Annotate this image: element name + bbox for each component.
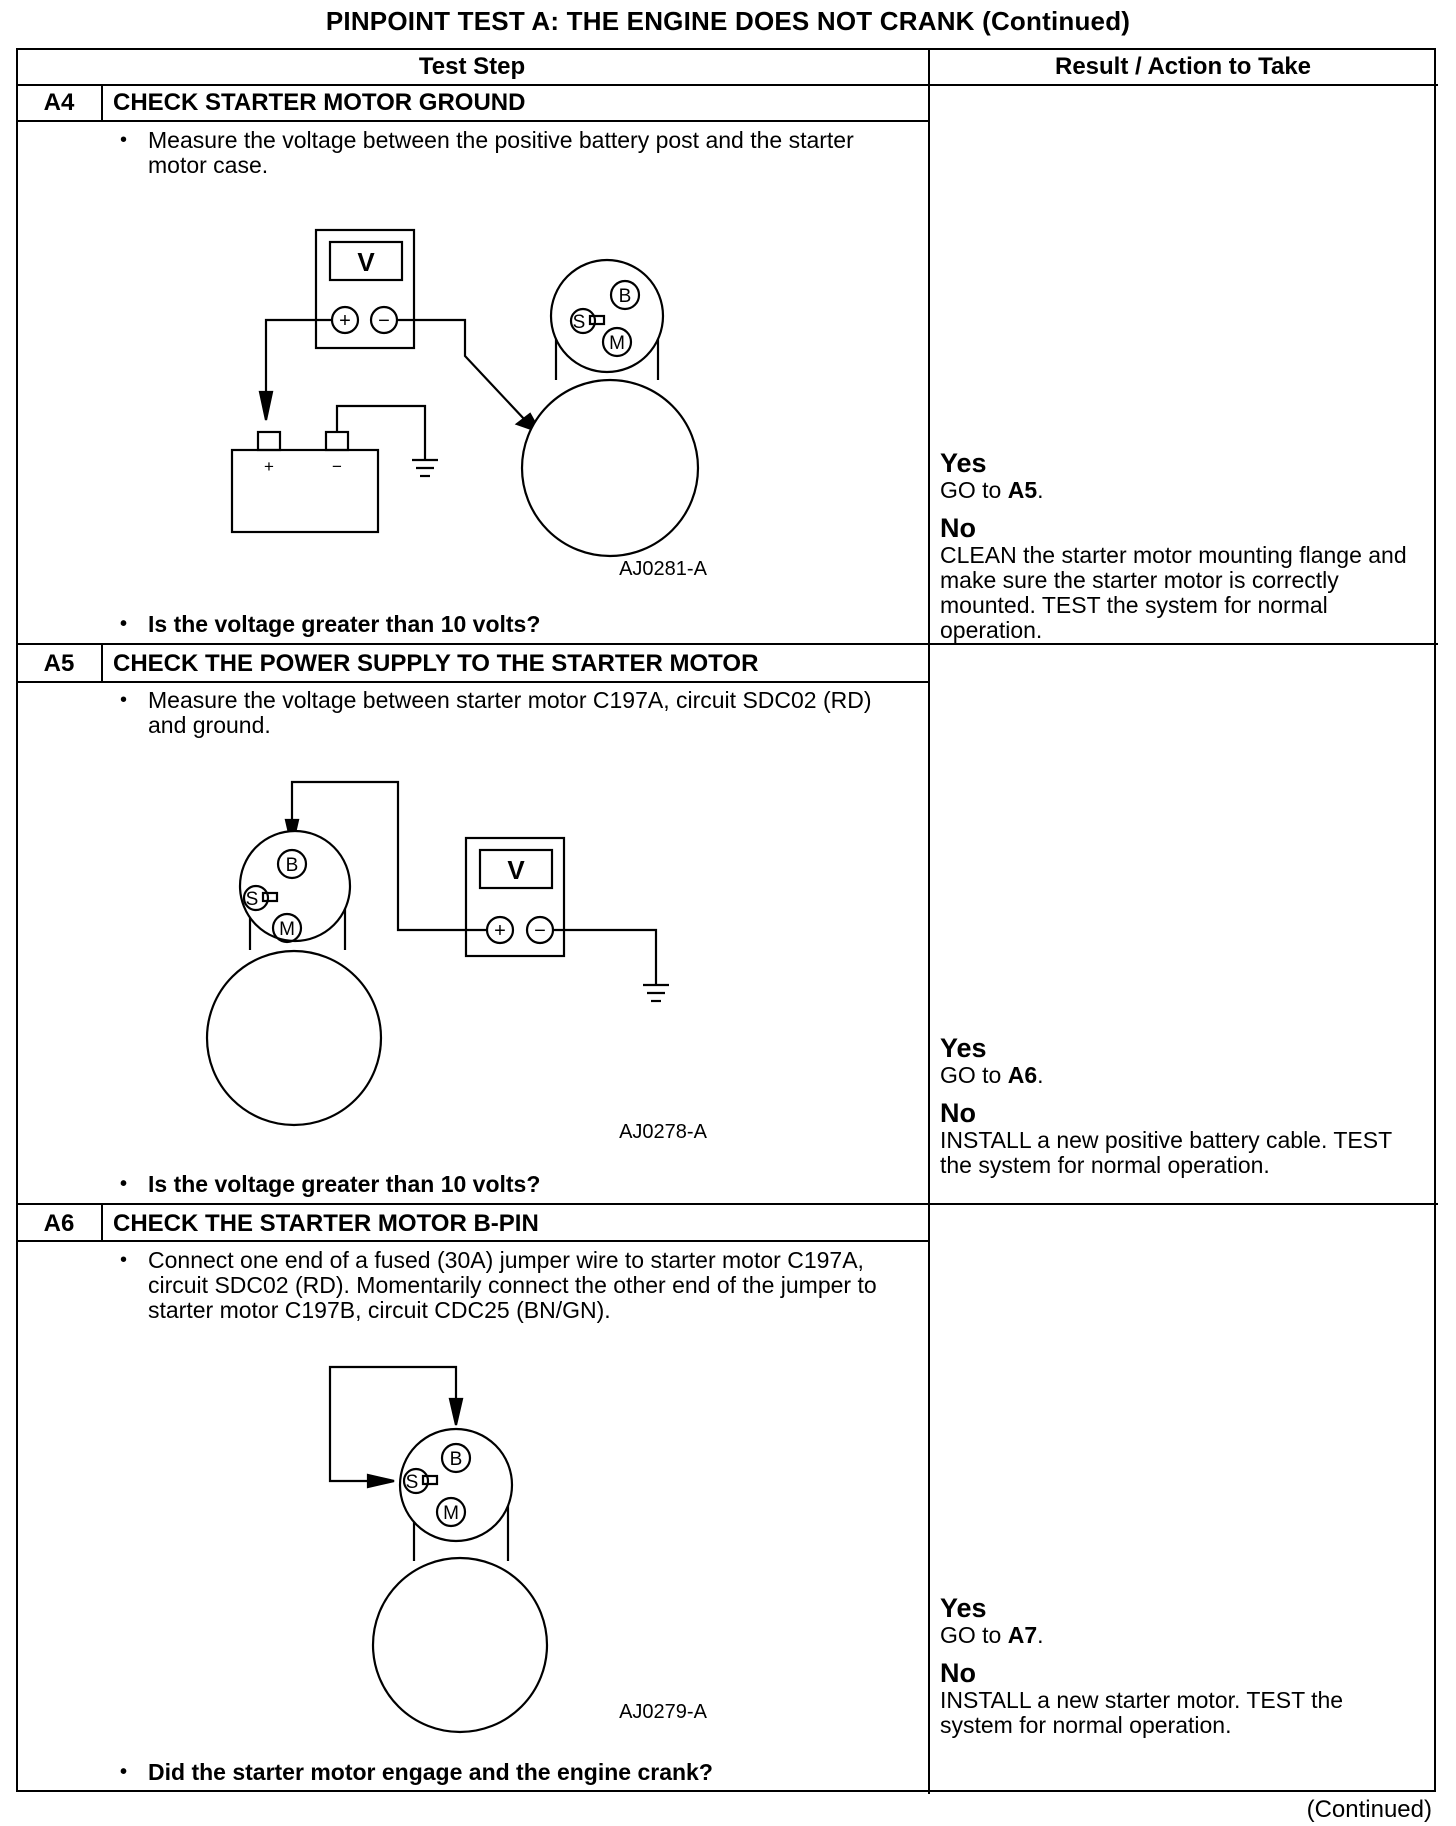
svg-text:S: S — [245, 889, 259, 910]
svg-text:B: B — [449, 1449, 463, 1470]
row-divider-a5 — [16, 643, 1438, 645]
starter-motor-icon — [207, 831, 381, 1125]
svg-text:−: − — [332, 457, 342, 476]
title-underline-a4 — [16, 120, 930, 122]
result-no-action-a4: CLEAN the starter motor mounting flange and make sure the starter motor is correctly mounted. TEST the system for normal operation. — [940, 542, 1407, 643]
result-yes-a6: Yes — [940, 1593, 987, 1623]
svg-text:M: M — [443, 1503, 459, 1524]
result-yes-action-a6: GO to A7. — [940, 1622, 1044, 1648]
svg-text:M: M — [609, 333, 625, 354]
step-id-a4: A4 — [43, 89, 75, 116]
result-a4 — [940, 448, 1420, 643]
result-a5 — [940, 1033, 1420, 1178]
header-divider — [16, 84, 1438, 86]
voltmeter-v-label: V — [357, 247, 375, 277]
step-title-a5: CHECK THE POWER SUPPLY TO THE STARTER MOTOR — [113, 650, 759, 677]
result-no-a4: No — [940, 513, 976, 543]
svg-text:−: − — [534, 920, 546, 942]
svg-text:B: B — [618, 286, 632, 307]
id-divider-a5 — [101, 643, 103, 683]
battery-icon — [232, 450, 378, 532]
id-divider-a6 — [101, 1203, 103, 1242]
svg-text:M: M — [279, 919, 295, 940]
step-id-a5: A5 — [43, 650, 75, 677]
starter-motor-icon — [373, 1429, 547, 1732]
result-no-a6: No — [940, 1658, 976, 1688]
diagram-a4 — [220, 220, 740, 590]
figure-id-a6: AJ0279-A — [619, 1701, 707, 1723]
page-title: PINPOINT TEST A: THE ENGINE DOES NOT CRANK (Continued) — [325, 6, 1131, 36]
diagram-a5 — [190, 770, 730, 1150]
svg-text:B: B — [285, 855, 299, 876]
svg-text:S: S — [572, 312, 586, 333]
title-underline-a5 — [16, 681, 930, 683]
svg-text:−: − — [378, 310, 390, 332]
figure-id-a5: AJ0278-A — [619, 1121, 707, 1143]
step-question-a4: • Is the voltage greater than 10 volts? — [110, 612, 900, 637]
result-a6 — [940, 1593, 1420, 1738]
result-no-action-a6: INSTALL a new starter motor. TEST the system for normal operation. — [940, 1687, 1344, 1738]
svg-text:S: S — [405, 1472, 419, 1493]
svg-text:V: V — [507, 855, 525, 885]
step-title-a6: CHECK THE STARTER MOTOR B-PIN — [113, 1210, 539, 1237]
svg-text:+: + — [339, 310, 351, 332]
diagram-a6 — [320, 1355, 760, 1725]
result-yes-action-a5: GO to A6. — [940, 1062, 1044, 1088]
step-id-a6: A6 — [43, 1210, 75, 1237]
step-question-a5: • Is the voltage greater than 10 volts? — [110, 1172, 900, 1197]
step-instruction-a6: • Connect one end of a fused (30A) jumper wire to starter motor C197A, circuit SDC02 (RD). Momentarily connect the other end of the jumper to starter motor C197B, circuit CDC25 (BN/GN). — [110, 1248, 900, 1323]
result-no-action-a5: INSTALL a new positive battery cable. TEST the system for normal operation. — [940, 1127, 1392, 1178]
step-title-a4: CHECK STARTER MOTOR GROUND — [113, 89, 526, 116]
result-no-a5: No — [940, 1098, 976, 1128]
starter-motor-icon — [522, 260, 698, 556]
header-test-step: Test Step — [418, 53, 526, 80]
step-question-a6: • Did the starter motor engage and the engine crank? — [110, 1760, 900, 1785]
result-yes-action-a4: GO to A5. — [940, 477, 1044, 503]
step-instruction-a5: • Measure the voltage between starter motor C197A, circuit SDC02 (RD) and ground. — [110, 688, 900, 738]
header-result: Result / Action to Take — [1054, 53, 1312, 80]
row-divider-a6 — [16, 1203, 1438, 1205]
column-divider — [928, 48, 930, 1794]
step-instruction-a4: • Measure the voltage between the positive battery post and the starter motor case. — [110, 128, 900, 178]
figure-id-a4: AJ0281-A — [619, 558, 707, 580]
svg-text:+: + — [494, 920, 506, 942]
svg-text:+: + — [264, 457, 274, 476]
id-divider-a4 — [101, 84, 103, 122]
title-underline-a6 — [16, 1240, 930, 1242]
continued-footer: (Continued) — [1306, 1796, 1432, 1823]
result-yes-a4: Yes — [940, 448, 987, 478]
result-yes-a5: Yes — [940, 1033, 987, 1063]
